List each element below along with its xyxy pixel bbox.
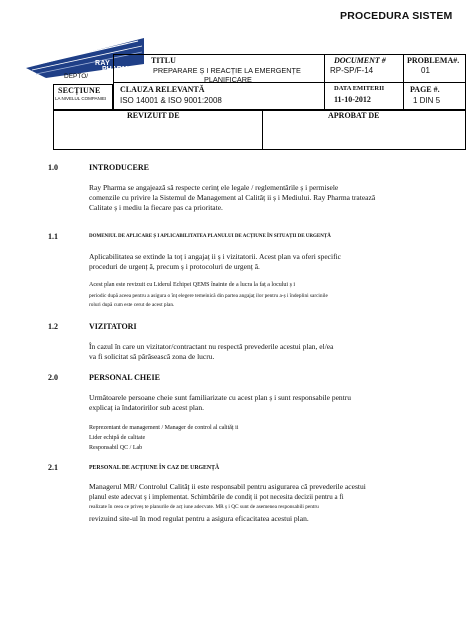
paragraph-line: În cazul în care un vizitator/contractant nu respectă prevederile acestui plan, el/ea bbox=[89, 342, 334, 351]
section-number: 1.1 bbox=[48, 232, 58, 241]
titlu-line1: PREPARARE Ș I REACȚIE LA EMERGENȚE bbox=[153, 66, 301, 75]
sectiune-label: SECȚIUNE bbox=[58, 86, 101, 95]
header-col-divider-2 bbox=[403, 54, 404, 110]
approval-col-divider bbox=[262, 110, 263, 150]
role-item: Responsabil QC / Lab bbox=[89, 445, 143, 451]
paragraph-line: Ray Pharma se angajează să respecte cerinț ele legale / reglementările ș i permisele bbox=[89, 183, 339, 192]
titlu-line2: PLANIFICARE bbox=[204, 75, 252, 84]
header-row-divider bbox=[113, 82, 466, 83]
paragraph-line: realizate în ceea ce priveș te planurile de acț iune adecvate. MR ș i QC sunt de asemenea responsabili pentru bbox=[89, 504, 319, 510]
approval-table bbox=[53, 110, 466, 150]
paragraph-line: comenzile cu privire la Sistemul de Management al Calităț ii ș i Mediului. Ray Pharma tratează bbox=[89, 193, 376, 202]
document-label: DOCUMENT # bbox=[334, 56, 386, 65]
problema-value: 01 bbox=[421, 66, 430, 75]
data-emiterii-value: 11-10-2012 bbox=[334, 95, 371, 104]
section-number: 2.1 bbox=[48, 463, 58, 472]
paragraph-line: planul este adecvat ș i implementat. Schimbările de condiț ii pot necesita decizii pentru a fi bbox=[89, 493, 344, 501]
paragraph-line: roluri după cum este cerut de acest plan. bbox=[89, 302, 175, 308]
role-item: Lider echipă de calitate bbox=[89, 435, 146, 441]
section-number: 1.0 bbox=[48, 163, 58, 172]
paragraph-line: Aplicabilitatea se extinde la toț i angajaț ii ș i vizitatorii. Acest plan va oferi specific bbox=[89, 252, 341, 261]
paragraph-line: periodic după aceea pentru a asigura o înț elegere temeinică din partea angajaț ilor pentru a-ș i îndeplini sarcinile bbox=[89, 293, 328, 299]
section-title-personal-actiune: PERSONAL DE ACȚIUNE ÎN CAZ DE URGENȚĂ bbox=[89, 465, 220, 471]
clauza-value: ISO 14001 & ISO 9001:2008 bbox=[120, 96, 222, 105]
section-title-personal-cheie: PERSONAL CHEIE bbox=[89, 373, 160, 382]
section-number: 2.0 bbox=[48, 373, 58, 382]
data-emiterii-label: DATA EMITERII bbox=[334, 85, 385, 92]
paragraph-line: revizuind site-ul în mod regulat pentru a asigura eficacitatea acestui plan. bbox=[89, 514, 309, 523]
problema-label: PROBLEMA#. bbox=[407, 56, 460, 65]
page-number-label: PAGE #. bbox=[410, 85, 440, 94]
document-value: RP-SP/F-14 bbox=[330, 66, 374, 75]
aprobat-label: APROBAT DE bbox=[328, 111, 380, 120]
header-col-divider-1 bbox=[324, 54, 325, 110]
depto-label: DEPTO/ bbox=[64, 73, 89, 80]
role-item: Reprezentant de management / Manager de control al calităț ii bbox=[89, 425, 239, 431]
nivel-value: LA NIVELUL COMPANIEI bbox=[55, 96, 107, 101]
paragraph-line: Următoarele persoane cheie sunt familiarizate cu acest plan ș i sunt responsabile pentru bbox=[89, 393, 351, 402]
logo-text-pharma: PHARMA bbox=[102, 66, 133, 73]
page-label: PROCEDURA SISTEM bbox=[340, 10, 453, 22]
section-title-vizitatori: VIZITATORI bbox=[89, 322, 137, 331]
paragraph-line: Managerul MR/ Controlul Calităț ii este responsabil pentru asigurarea că prevederile acestui bbox=[89, 482, 366, 491]
paragraph-line: va fi solicitat să părăsească zona de lucru. bbox=[89, 352, 215, 361]
section-number: 1.2 bbox=[48, 322, 58, 331]
paragraph-line: Calitate ș i mediu la fiecare pas ca prioritate. bbox=[89, 203, 223, 212]
revizuit-label: REVIZUIT DE bbox=[127, 111, 180, 120]
paragraph-line: proceduri de urgenț ă, precum ș i protocoluri de urgenț ă. bbox=[89, 262, 260, 271]
clauza-label: CLAUZA RELEVANTĂ bbox=[120, 85, 205, 94]
section-title-domeniul: DOMENIUL DE APLICARE Ș I APLICABILITATEA PLANULUI DE ACȚIUNE ÎN SITUAȚII DE URGENȚĂ bbox=[89, 234, 331, 239]
paragraph-line: explicaț ia îndatoririlor sub acest plan. bbox=[89, 403, 204, 412]
page-number-value: 1 DIN 5 bbox=[413, 96, 441, 105]
paragraph-line: Acest plan este revizuit cu Liderul Echipei QEMS înainte de a lucra la faț a locului ș i bbox=[89, 282, 296, 288]
section-title-introducere: INTRODUCERE bbox=[89, 163, 150, 172]
logo-text-ray: RAY bbox=[95, 60, 111, 67]
titlu-label: TITLU bbox=[151, 56, 176, 65]
